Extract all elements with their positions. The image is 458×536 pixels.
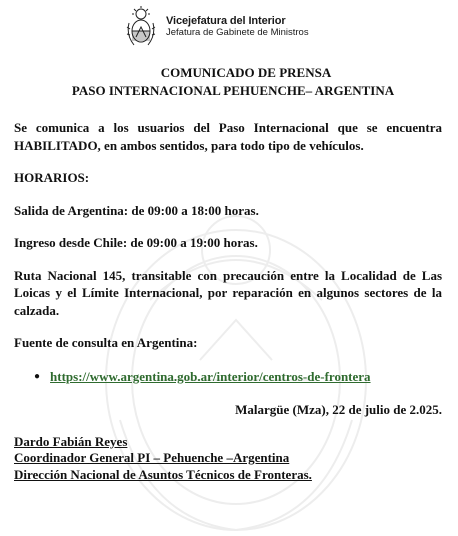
horarios-heading: HORARIOS:: [14, 170, 90, 185]
source-list-item: [14, 368, 442, 386]
press-release: [14, 64, 442, 483]
org-name: Vicejefatura del Interior: [166, 15, 286, 27]
coat-of-arms-icon: [124, 5, 158, 49]
bullet-icon: ●: [34, 370, 41, 382]
org-subtitle: Jefatura de Gabinete de Ministros: [166, 27, 309, 38]
letterhead: [124, 4, 309, 50]
source-heading: Fuente de consulta en Argentina:: [14, 335, 198, 350]
signatory-name: Dardo Fabián Reyes: [14, 433, 128, 449]
arrival-hours: Ingreso desde Chile: de 09:00 a 19:00 horas.: [14, 235, 258, 250]
departure-hours: Salida de Argentina: de 09:00 a 18:00 horas.: [14, 202, 259, 218]
signatory-office: Dirección Nacional de Asuntos Técnicos de Fronteras.: [14, 466, 312, 482]
signatory-role: Coordinador General PI – Pehuenche –Argentina: [14, 450, 290, 465]
source-link[interactable]: https://www.argentina.gob.ar/interior/centros-de-frontera: [50, 368, 371, 384]
document-subtitle: PASO INTERNACIONAL PEHUENCHE– ARGENTINA: [71, 82, 395, 98]
place-date: Malargüe (Mza), 22 de julio de 2.025.: [235, 402, 442, 417]
document-title: COMUNICADO DE PRENSA: [160, 65, 332, 80]
intro-paragraph: Se comunica a los usuarios del Paso Internacional que se encuentra HABILITADO, en ambos sentidos, para todo tipo de vehículos.: [14, 120, 442, 153]
signature-block: [14, 434, 442, 484]
route-notice: Ruta Nacional 145, transitable con precaución entre la Localidad de Las Loicas y el Límite Internacional, por reparación en algunos sectores de la calzada.: [14, 267, 442, 318]
